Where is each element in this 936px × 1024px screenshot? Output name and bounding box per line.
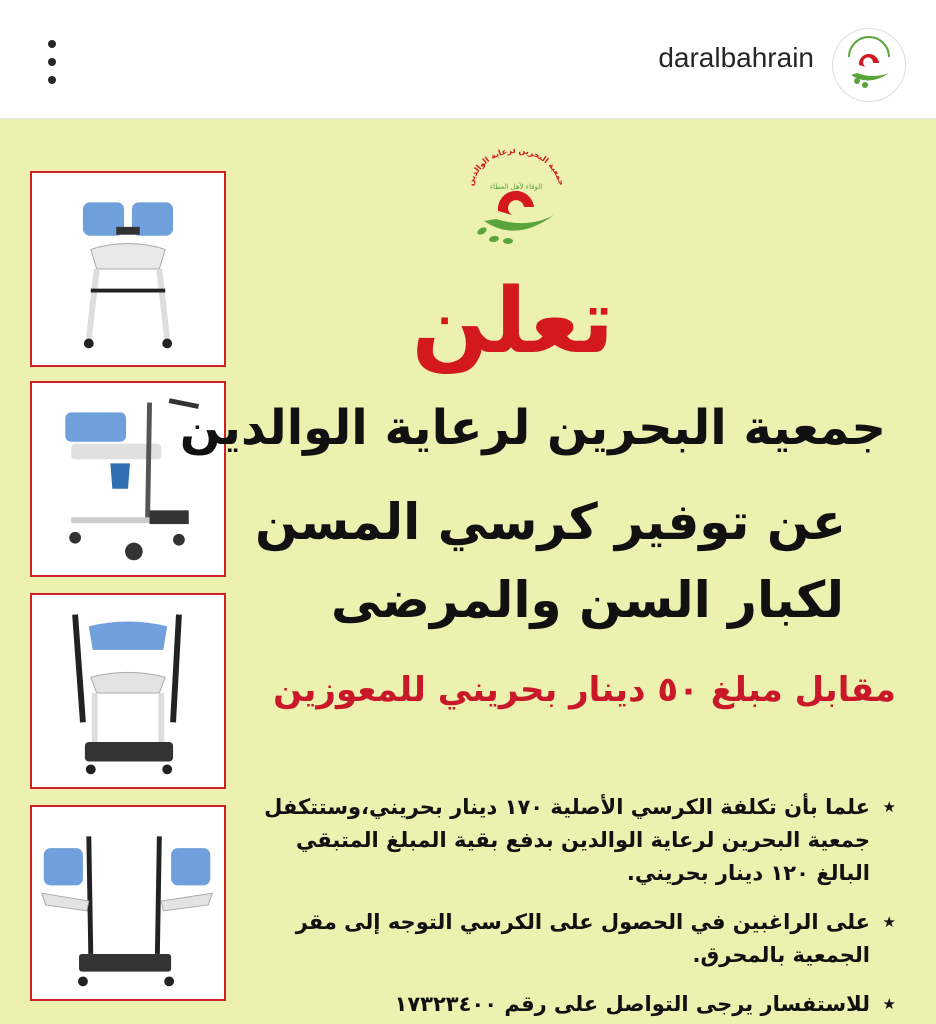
account-username[interactable]: daralbahrain bbox=[658, 42, 814, 73]
post-image[interactable] bbox=[0, 119, 936, 1024]
note-item bbox=[256, 906, 896, 972]
organization-name: جمعية البحرين لرعاية الوالدين bbox=[179, 400, 886, 456]
note-item bbox=[256, 988, 896, 1021]
note-text: علما بأن تكلفة الكرسي الأصلية ١٧٠ دينار بحريني،وستتكفل جمعية البحرين لرعاية الوالدين بدفع بقية المبلغ المتبقي البالغ ١٢٠ دينار بحريني. bbox=[264, 795, 870, 885]
post-header bbox=[0, 0, 936, 119]
star-bullet-icon: ★ bbox=[882, 798, 896, 816]
star-bullet-icon: ★ bbox=[882, 995, 896, 1013]
more-options-icon[interactable] bbox=[40, 40, 64, 84]
price-line: مقابل مبلغ ٥٠ دينار بحريني للمعوزين bbox=[273, 670, 896, 710]
transfer-chair-photo-front-2 bbox=[30, 593, 226, 789]
headline-line-1: عن توفير كرسي المسن bbox=[255, 493, 846, 551]
logo-slogan-text: الوفاء لأهل العطاء bbox=[489, 183, 543, 191]
transfer-chair-photo-front bbox=[30, 171, 226, 367]
organization-logo-icon[interactable] bbox=[832, 28, 906, 102]
note-item bbox=[256, 791, 896, 890]
star-bullet-icon: ★ bbox=[882, 913, 896, 931]
svg-text:جمعية البحرين لرعاية الوالدين bbox=[466, 149, 567, 187]
logo-arc-text: جمعية البحرين لرعاية الوالدين bbox=[465, 149, 567, 187]
transfer-chair-photo-open bbox=[30, 805, 226, 1001]
organization-logo bbox=[462, 149, 570, 245]
announce-title: تعلن bbox=[411, 269, 614, 374]
note-text: على الراغبين في الحصول على الكرسي التوجه إلى مقر الجمعية بالمحرق. bbox=[295, 910, 870, 967]
notes-list bbox=[256, 791, 896, 1024]
note-text: للاستفسار يرجى التواصل على رقم ١٧٣٢٣٤٠٠ bbox=[394, 992, 870, 1016]
headline-line-2: لكبار السن والمرضى bbox=[331, 571, 844, 629]
